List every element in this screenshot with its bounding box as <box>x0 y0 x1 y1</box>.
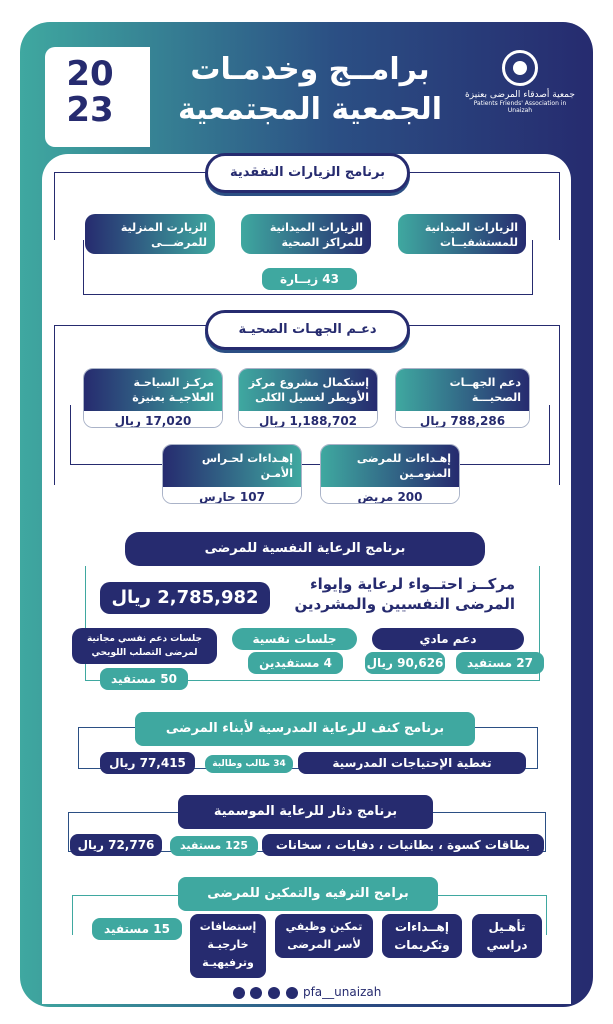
free-sessions-count: 50 مستفيد <box>100 668 188 690</box>
visits-total: 43 زيــارة <box>262 268 357 290</box>
footer <box>0 985 613 1007</box>
material-value: 90,626 ريال <box>365 652 445 674</box>
social-handle[interactable]: pfa__unaizah <box>302 985 382 999</box>
empower-item-gifts: إهــداءات وتكريمات <box>382 914 462 958</box>
psych-title: برنامج الرعاية النفسية للمرضى <box>125 532 485 566</box>
visits-title: برنامج الزيارات التفقدية <box>205 153 410 193</box>
empower-item-hosting: إستضافات خارجيـة وترفيهيـة <box>190 914 266 978</box>
winter-count: 125 مستفيد <box>170 836 258 856</box>
logo: جمعية أصدقاء المرضى بعنيزة Patients Friends' Association in Unaizah <box>465 50 575 114</box>
empower-count: 15 مستفيد <box>92 918 182 940</box>
psych-center: مركــز احتــواء لرعاية وإيواء المرضى النفسيين والمشردين <box>294 575 515 613</box>
empower-title: برامج الترفيه والتمكين للمرضى <box>178 877 438 911</box>
visit-card-hospitals: الزيارات الميدانية للمستشفيــات <box>398 214 526 254</box>
school-count: 34 طالب وطالبة <box>205 755 293 773</box>
material-label: دعم مادي <box>372 628 524 650</box>
instagram-icon[interactable] <box>250 987 262 999</box>
sessions-label: جلسات نفسية <box>232 628 357 650</box>
tiktok-icon[interactable] <box>233 987 245 999</box>
material-count: 27 مستفيد <box>456 652 544 674</box>
winter-value: 72,776 ريال <box>70 834 162 856</box>
snapchat-icon[interactable] <box>286 987 298 999</box>
school-label: تغطية الإحتياجات المدرسية <box>298 752 526 774</box>
visit-card-home: الزيارت المنزلية للمرضـــى <box>85 214 215 254</box>
gift-card-guards: إهـداءات لحـراس الأمـن 107 حارس <box>162 444 302 504</box>
health-card-dialysis: إستكمال مشروع مركز الأويطر لغسيل الكلى 1,188,702 ريال <box>238 368 378 428</box>
page-title: برامــج وخدمـات الجمعية المجتمعية <box>177 52 443 127</box>
logo-icon <box>502 50 538 86</box>
health-title: دعـم الجهـات الصحيـة <box>205 310 410 350</box>
winter-label: بطاقات كسوة ، بطانيات ، دفايات ، سخانات <box>262 834 544 856</box>
empower-item-study: تأهـيل دراسي <box>472 914 542 958</box>
health-card-support: دعم الجهــات الصحيـــة 788,286 ريال <box>395 368 530 428</box>
health-card-tourism: مركـز السياحـة العلاجيـة بعنيزة 17,020 ريال <box>83 368 223 428</box>
twitter-icon[interactable] <box>268 987 280 999</box>
free-sessions-label: جلسات دعم نفسي مجانية لمرضى التصلب اللويحي <box>72 628 217 664</box>
header <box>20 22 593 154</box>
school-title: برنامج كنف للرعاية المدرسية لأبناء المرضى <box>135 712 475 746</box>
sessions-count: 4 مستفيدين <box>248 652 343 674</box>
psych-total: 2,785,982 ريال <box>100 582 270 614</box>
visit-card-centers: الزيارات الميدانية للمراكز الصحية <box>241 214 371 254</box>
gift-card-patients: إهـداءات للمرضى المنومـين 200 مريض <box>320 444 460 504</box>
school-value: 77,415 ريال <box>100 752 195 774</box>
winter-title: برنامج دثار للرعاية الموسمية <box>178 795 433 829</box>
empower-item-jobs: تمكين وظيفي لأسر المرضى <box>275 914 373 958</box>
year: 20 23 <box>66 54 114 130</box>
